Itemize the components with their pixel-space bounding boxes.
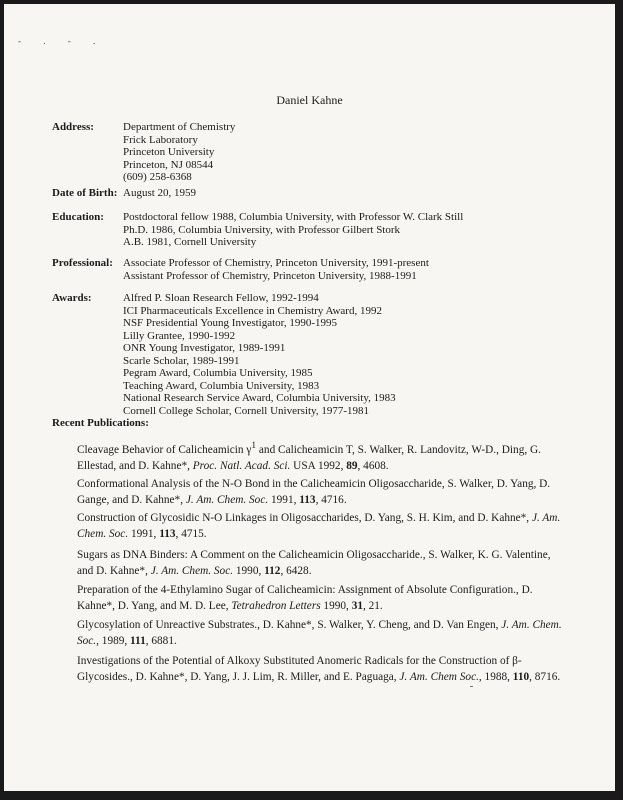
pub-text: Investigations of the Potential of Alkoxy Substituted Anomeric Radicals for the Construction of β-Glycosides., D. Kahne*, D. Yang, J. J. Lim, R. Miller, and E. Paguaga, xyxy=(77,655,522,683)
pub-pages: , 4608. xyxy=(357,459,389,472)
publications-heading: Recent Publications: xyxy=(52,417,149,429)
pub-pages: , 6881. xyxy=(145,635,177,647)
pub-journal: J. Am. Chem. Soc. xyxy=(150,565,234,577)
pub-volume: 112 xyxy=(264,565,281,577)
pub-text: Conformational Analysis of the N-O Bond in the Calicheamicin Oligosaccharide, S. Walker, D. Yang, D. Gange, and D. Kahne*, xyxy=(77,478,551,506)
publication-entry xyxy=(77,617,567,649)
pub-text: Preparation of the 4-Ethylamino Sugar of Calicheamicin: Assignment of Absolute Configuration., D. Kahne*, D. Yang, and M. D. Lee, xyxy=(77,584,533,612)
pub-journal: Proc. Natl. Acad. Sci. xyxy=(192,459,291,472)
pub-superscript: 1 xyxy=(251,441,257,451)
dob-label: Date of Birth: xyxy=(52,187,118,199)
pub-text: Construction of Glycosidic N-O Linkages in Oligosaccharides, D. Yang, S. H. Kim, and D. Kahne*, xyxy=(77,512,532,524)
publication-entry xyxy=(77,582,567,614)
pub-volume: 110 xyxy=(512,671,530,683)
scan-speck xyxy=(470,686,473,687)
address-label: Address: xyxy=(52,121,94,133)
award-line: Pegram Award, Columbia University, 1985 xyxy=(123,367,313,379)
publication-entry xyxy=(77,510,567,542)
document-page xyxy=(4,4,615,791)
pub-text: and Calicheamicin T, S. Walker, R. Landovitz, W-D., Ding, G. Ellestad, and D. Kahne*, xyxy=(77,443,541,472)
pub-year: 1991, xyxy=(128,528,160,540)
pub-pages: , 4716. xyxy=(315,494,347,506)
publication-entry xyxy=(77,476,567,508)
cv-name-heading: Daniel Kahne xyxy=(276,93,343,107)
pub-volume: 111 xyxy=(130,635,146,647)
award-line: NSF Presidential Young Investigator, 1990-1995 xyxy=(123,317,338,329)
pub-pages: , 8716. xyxy=(529,671,561,683)
pub-text: Cleavage Behavior of Calicheamicin γ xyxy=(77,443,252,456)
professional-body xyxy=(123,257,429,282)
pub-volume: 31 xyxy=(351,600,363,612)
award-line: Teaching Award, Columbia University, 1983 xyxy=(123,379,320,392)
pub-journal: Tetrahedron Letters xyxy=(231,600,321,612)
award-line: Cornell College Scholar, Cornell University, 1977-1981 xyxy=(123,404,370,417)
address-line: (609) 258-6368 xyxy=(123,171,192,183)
awards-label: Awards: xyxy=(52,292,92,304)
professional-line: Associate Professor of Chemistry, Princeton University, 1991-present xyxy=(123,257,429,269)
pub-year: 1990, xyxy=(320,600,352,612)
pub-year: 1990, xyxy=(233,565,265,577)
pub-text: Glycosylation of Unreactive Substrates., D. Kahne*, S. Walker, Y. Cheng, and D. Van Engen, xyxy=(77,619,502,631)
publication-entry xyxy=(77,653,567,685)
professional-line: Assistant Professor of Chemistry, Princeton University, 1988-1991 xyxy=(123,269,417,282)
pub-volume: 89 xyxy=(346,459,358,472)
pub-volume: 113 xyxy=(299,494,316,506)
pub-year: , 1988, xyxy=(478,671,513,683)
scan-marks: - . - . xyxy=(18,36,106,46)
award-line: National Research Service Award, Columbia University, 1983 xyxy=(123,392,396,404)
pub-journal: J. Am. Chem. Soc. xyxy=(77,619,562,647)
pub-pages: , 6428. xyxy=(280,565,312,577)
address-line: Princeton, NJ 08544 xyxy=(123,158,214,171)
award-line: Alfred P. Sloan Research Fellow, 1992-1994 xyxy=(123,292,319,304)
pub-year: , 1989, xyxy=(96,635,131,647)
address-line: Department of Chemistry xyxy=(123,121,236,133)
pub-year: 1991, xyxy=(268,494,300,506)
pub-journal: J. Am. Chem Soc. xyxy=(399,671,479,683)
award-line: Lilly Grantee, 1990-1992 xyxy=(123,329,236,342)
award-line: Scarle Scholar, 1989-1991 xyxy=(123,354,240,367)
pub-journal: J. Am. Chem. Soc. xyxy=(185,494,269,506)
pub-volume: 113 xyxy=(159,528,176,540)
pub-text: Sugars as DNA Binders: A Comment on the Calicheamicin Oligosaccharide., S. Walker, K. G. Valentine, and D. Kahne*, xyxy=(77,549,551,577)
award-line: ICI Pharmaceuticals Excellence in Chemistry Award, 1992 xyxy=(123,304,382,317)
address-line: Frick Laboratory xyxy=(123,133,198,146)
address-line: Princeton University xyxy=(123,146,215,158)
publication-entry xyxy=(77,547,567,579)
professional-label: Professional: xyxy=(52,257,113,269)
pub-pages: , 4715. xyxy=(175,528,207,540)
education-label: Education: xyxy=(52,211,104,223)
publication-entry xyxy=(77,438,567,474)
pub-journal: J. Am. Chem. Soc. xyxy=(77,512,561,540)
awards-body xyxy=(123,292,396,417)
pub-year: USA 1992, xyxy=(290,459,347,472)
pub-pages: , 21. xyxy=(362,600,383,612)
education-line: Ph.D. 1986, Columbia University, with Professor Gilbert Stork xyxy=(123,223,401,236)
address-body xyxy=(123,121,235,184)
education-line: Postdoctoral fellow 1988, Columbia University, with Professor W. Clark Still xyxy=(123,211,464,223)
education-body xyxy=(123,211,463,249)
dob-value: August 20, 1959 xyxy=(123,187,197,199)
education-line: A.B. 1981, Cornell University xyxy=(123,236,257,248)
award-line: ONR Young Investigator, 1989-1991 xyxy=(123,342,286,354)
